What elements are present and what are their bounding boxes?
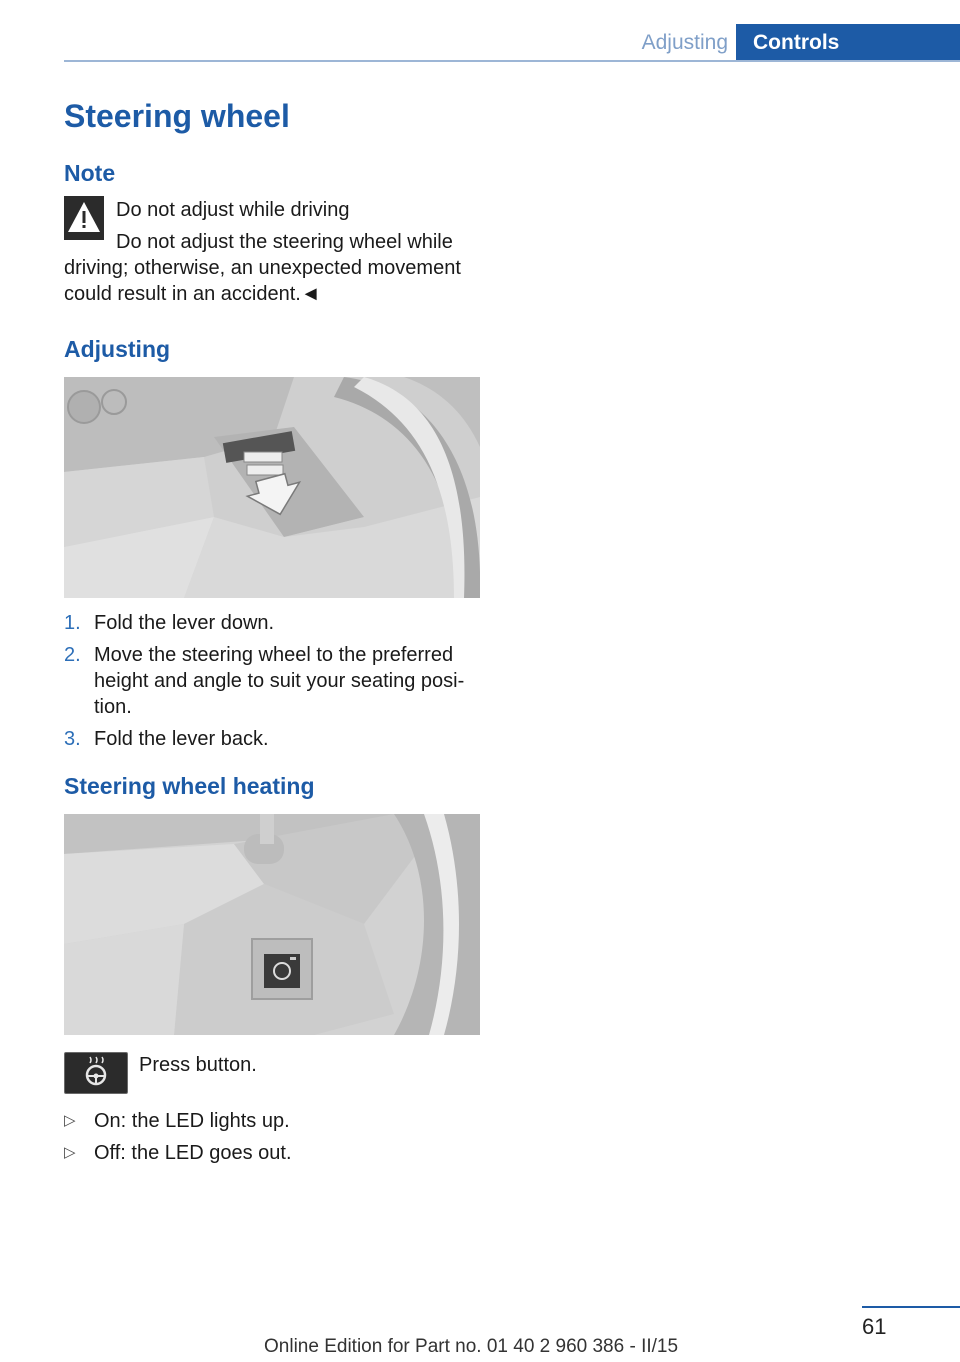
footer-rule [862, 1306, 960, 1308]
warning-text-line-1: Do not adjust the steering wheel while [116, 231, 453, 253]
header-section-label: Adjusting [641, 31, 728, 54]
note-heading: Note [64, 160, 116, 186]
step-text: Fold the lever back. [94, 728, 269, 750]
page-title: Steering wheel [64, 98, 290, 134]
list-item [64, 610, 480, 636]
header-rule [64, 60, 960, 62]
step-number: 2. [64, 644, 81, 666]
step-number: 3. [64, 728, 81, 750]
adjusting-steps-list [64, 610, 480, 752]
step-number: 1. [64, 612, 81, 634]
adjusting-heading: Adjusting [64, 336, 171, 362]
bullet-text: On: the LED lights up. [94, 1110, 290, 1132]
warning-title: Do not adjust while driving [116, 199, 350, 221]
step-text: Fold the lever down. [94, 612, 275, 634]
bullet-marker: ▷ [64, 1144, 76, 1161]
list-item [64, 1140, 480, 1166]
heating-heading: Steering wheel heating [64, 773, 315, 799]
bullet-text: Off: the LED goes out. [94, 1142, 292, 1164]
list-item [64, 1108, 480, 1134]
heating-button-illustration [64, 814, 480, 1035]
steering-column-lever-illustration [64, 377, 480, 598]
warning-text-line-2: driving; otherwise, an unexpected movement [64, 257, 461, 279]
step-text: height and angle to suit your seating posi- [94, 670, 465, 692]
press-button-text: Press button. [139, 1054, 257, 1076]
page-number: 61 [862, 1314, 887, 1339]
steering-wheel-heating-icon [64, 1052, 128, 1094]
warning-text-line-3: could result in an accident.◄ [64, 283, 321, 305]
header-chapter-tab: Controls [736, 24, 960, 61]
warning-triangle-icon [64, 196, 104, 240]
heating-bullets-list [64, 1108, 480, 1166]
edition-text: Online Edition for Part no. 01 40 2 960 386 - II/15 [264, 1336, 679, 1357]
bullet-marker: ▷ [64, 1112, 76, 1129]
list-item [64, 642, 480, 720]
step-text: Move the steering wheel to the preferred [94, 644, 454, 666]
list-item [64, 726, 480, 752]
step-text: tion. [94, 696, 132, 718]
